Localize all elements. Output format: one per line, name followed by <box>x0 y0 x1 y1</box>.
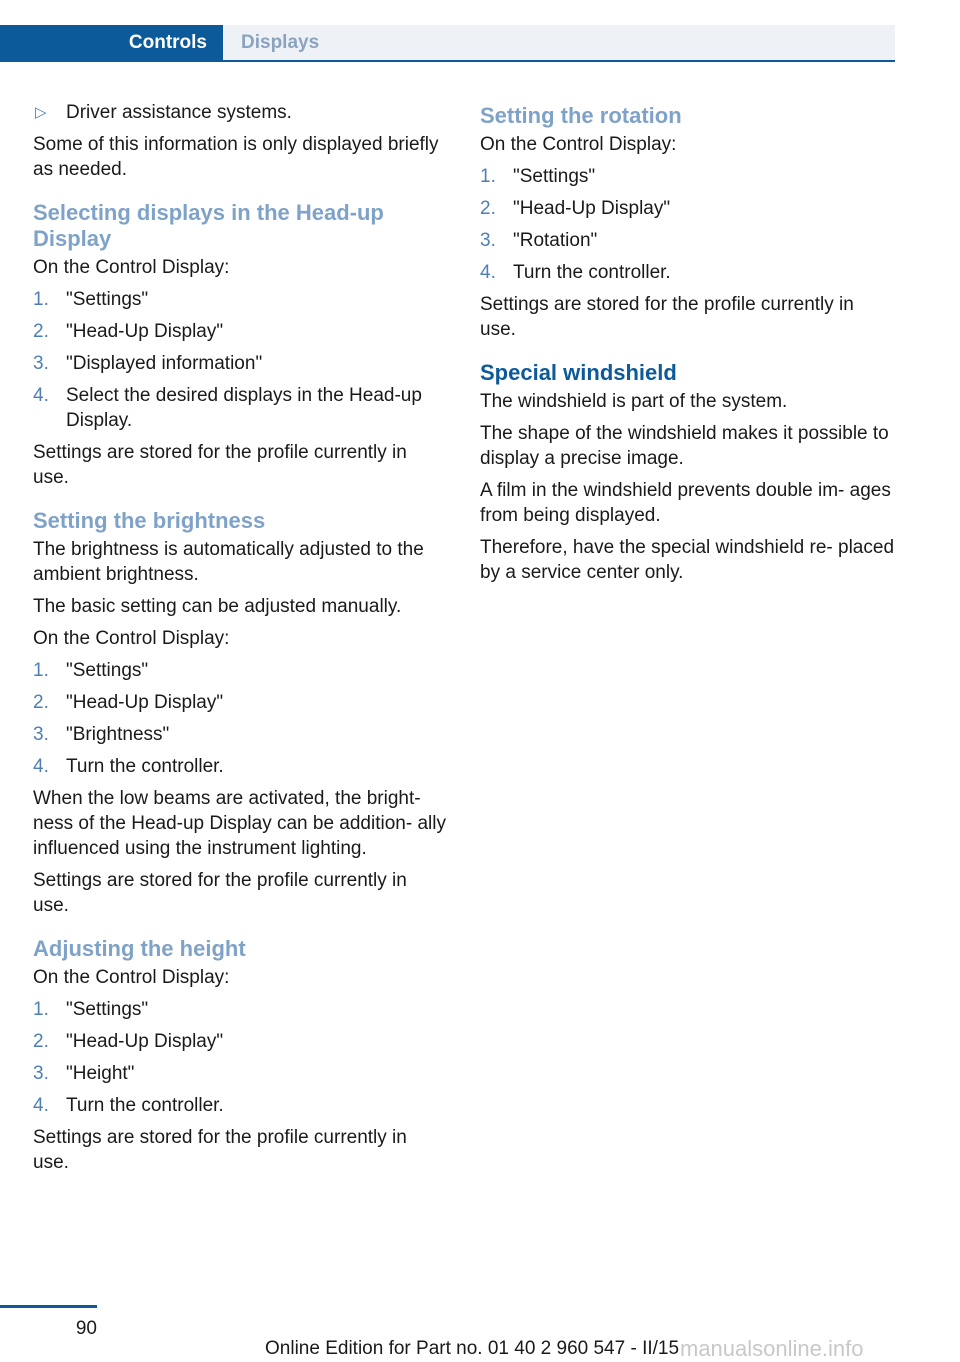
list-item <box>33 997 448 1022</box>
steps-list <box>480 164 895 285</box>
steps-list <box>33 997 448 1118</box>
list-item <box>33 287 448 312</box>
section-heading-special-windshield: Special windshield <box>480 360 677 385</box>
list-item <box>33 351 448 376</box>
step-number: 2. <box>33 692 49 713</box>
list-item <box>33 1029 448 1054</box>
step-number: 1. <box>33 289 49 310</box>
list-item <box>33 319 448 344</box>
brightness-paragraph-2: The basic setting can be adjusted manually. <box>33 596 402 617</box>
step-text: "Head-Up Display" <box>513 198 671 219</box>
step-text: Turn the controller. <box>66 1095 224 1116</box>
step-number: 2. <box>480 198 496 219</box>
section-lead: On the Control Display: <box>33 628 230 649</box>
list-item <box>480 164 895 189</box>
list-item <box>33 658 448 683</box>
list-item <box>33 690 448 715</box>
step-number: 4. <box>480 262 496 283</box>
step-text: "Settings" <box>66 660 149 681</box>
section-heading-brightness: Setting the brightness <box>33 508 266 533</box>
step-number: 4. <box>33 1095 49 1116</box>
windshield-paragraph-2: The shape of the windshield makes it possible to display a precise image. <box>480 423 889 469</box>
step-number: 1. <box>33 999 49 1020</box>
footer-divider <box>0 1305 97 1308</box>
list-item <box>33 722 448 747</box>
list-item <box>480 228 895 253</box>
section-heading-selecting-displays: Selecting displays in the Head-up Display <box>33 200 384 251</box>
page-number: 90 <box>75 1318 97 1339</box>
section-heading-rotation: Setting the rotation <box>480 103 682 128</box>
brightness-paragraph-3: When the low beams are activated, the bright‐ ness of the Head-up Display can be addition‐ ally influenced using the instrument lighting. <box>33 788 446 859</box>
step-text: "Rotation" <box>513 230 598 251</box>
windshield-paragraph-3: A film in the windshield prevents double im‐ ages from being displayed. <box>480 480 891 526</box>
bullet-text: Driver assistance systems. <box>66 102 292 123</box>
intro-paragraph: Some of this information is only displayed briefly as needed. <box>33 134 439 180</box>
edition-text: Online Edition for Part no. 01 40 2 960 547 - II/15 <box>265 1338 680 1359</box>
steps-list <box>33 658 448 779</box>
steps-list <box>33 287 448 433</box>
step-number: 1. <box>480 166 496 187</box>
list-item <box>480 196 895 221</box>
settings-note: Settings are stored for the profile currently in use. <box>480 294 854 340</box>
tab-displays[interactable]: Displays <box>223 25 895 60</box>
step-text: Turn the controller. <box>66 756 224 777</box>
step-number: 4. <box>33 756 49 777</box>
step-text: "Settings" <box>66 289 149 310</box>
section-heading-height: Adjusting the height <box>33 936 246 961</box>
settings-note: Settings are stored for the profile currently in use. <box>33 442 407 488</box>
step-text: "Displayed information" <box>66 353 263 374</box>
step-number: 3. <box>33 1063 49 1084</box>
step-number: 1. <box>33 660 49 681</box>
step-text: "Head-Up Display" <box>66 321 224 342</box>
page-header <box>0 25 895 62</box>
step-text: "Head-Up Display" <box>66 692 224 713</box>
tab-controls[interactable]: Controls <box>0 25 223 60</box>
list-item <box>33 1093 448 1118</box>
step-number: 3. <box>33 724 49 745</box>
watermark: manualsonline.info <box>680 1336 864 1361</box>
step-number: 2. <box>33 321 49 342</box>
step-text: Select the desired displays in the Head-up Display. <box>66 385 422 431</box>
section-lead: On the Control Display: <box>33 967 230 988</box>
right-column <box>480 100 895 592</box>
windshield-paragraph-4: Therefore, have the special windshield re‐ placed by a service center only. <box>480 537 895 583</box>
list-item <box>33 100 448 125</box>
step-number: 4. <box>33 385 49 406</box>
step-number: 3. <box>480 230 496 251</box>
section-lead: On the Control Display: <box>480 134 677 155</box>
list-item <box>33 754 448 779</box>
step-text: "Brightness" <box>66 724 170 745</box>
list-item <box>480 260 895 285</box>
section-lead: On the Control Display: <box>33 257 230 278</box>
list-item <box>33 1061 448 1086</box>
step-text: "Settings" <box>513 166 596 187</box>
step-text: "Head-Up Display" <box>66 1031 224 1052</box>
step-text: "Height" <box>66 1063 135 1084</box>
step-number: 3. <box>33 353 49 374</box>
triangle-bullet-icon: ▷ <box>35 104 47 121</box>
step-text: Turn the controller. <box>513 262 671 283</box>
settings-note: Settings are stored for the profile currently in use. <box>33 1127 407 1173</box>
settings-note: Settings are stored for the profile currently in use. <box>33 870 407 916</box>
list-item <box>33 383 448 433</box>
header-divider <box>0 60 895 62</box>
left-column <box>33 100 448 1182</box>
step-number: 2. <box>33 1031 49 1052</box>
windshield-paragraph-1: The windshield is part of the system. <box>480 391 788 412</box>
step-text: "Settings" <box>66 999 149 1020</box>
brightness-paragraph-1: The brightness is automatically adjusted to the ambient brightness. <box>33 539 424 585</box>
